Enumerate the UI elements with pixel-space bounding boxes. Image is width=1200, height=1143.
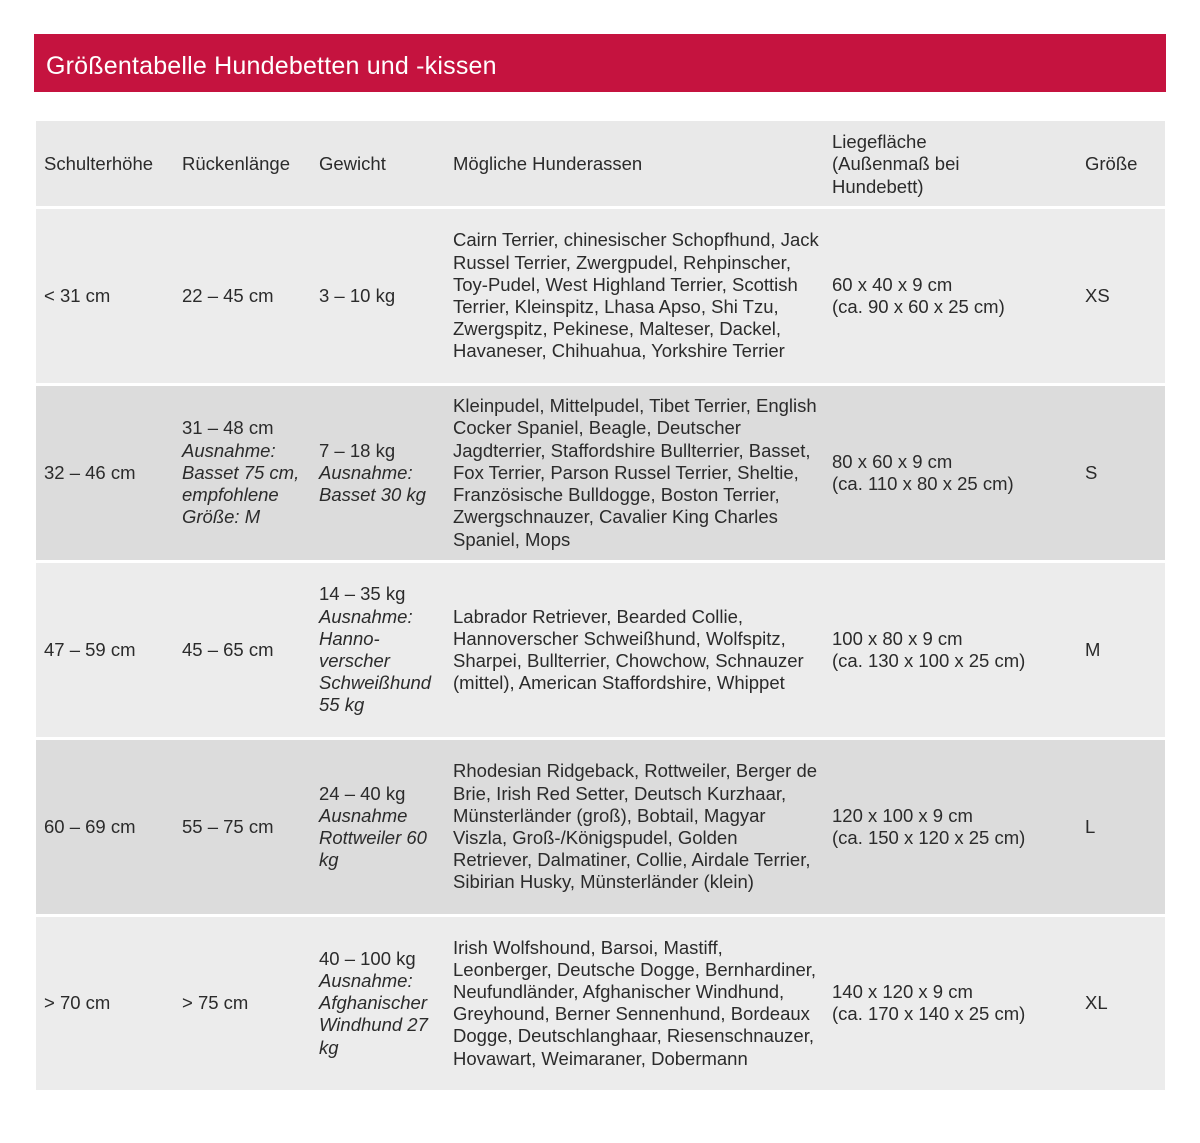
- surface-outer: (ca. 130 x 100 x 25 cm): [832, 650, 1026, 671]
- header-weight: Gewicht: [311, 121, 445, 208]
- header-breeds: Mögliche Hunderassen: [445, 121, 824, 208]
- weight-value: 40 – 100 kg: [319, 947, 416, 969]
- cell-lying-surface: [824, 739, 1077, 916]
- weight-exception: Ausnahme: Basset 30 kg: [319, 461, 426, 506]
- cell-weight: [311, 385, 445, 562]
- cell-size: M: [1077, 562, 1165, 739]
- header-lying-surface: [824, 121, 1077, 208]
- surface-inner: 80 x 60 x 9 cm: [832, 450, 953, 472]
- header-lying-surface-line1: Liegefläche: [832, 131, 927, 153]
- header-shoulder-height: Schulterhöhe: [36, 121, 174, 208]
- cell-back-length: > 75 cm: [174, 916, 311, 1090]
- weight-value: 14 – 35 kg: [319, 583, 406, 605]
- cell-shoulder-height: > 70 cm: [36, 916, 174, 1090]
- cell-back-length: 55 – 75 cm: [174, 739, 311, 916]
- table-row-xs: [36, 208, 1165, 385]
- header-size: Größe: [1077, 121, 1165, 208]
- cell-size: XL: [1077, 916, 1165, 1090]
- cell-back-length: 22 – 45 cm: [174, 208, 311, 385]
- cell-weight: [311, 739, 445, 916]
- table-row-m: [36, 562, 1165, 739]
- cell-breeds: Labrador Retriever, Bearded Collie, Hannoverscher Schweißhund, Wolfspitz, Sharpei, Bullterrier, Chowchow, Schnauzer (mittel), American Staffordshire, Whippet: [445, 562, 824, 739]
- header-lying-surface-line3: Hundebett): [832, 175, 924, 197]
- cell-weight: [311, 916, 445, 1090]
- cell-size: XS: [1077, 208, 1165, 385]
- table-row-xl: [36, 916, 1165, 1090]
- table-header-row: [36, 121, 1165, 208]
- page-title: Größentabelle Hundebetten und -kissen: [46, 51, 497, 80]
- surface-inner: 100 x 80 x 9 cm: [832, 627, 963, 649]
- surface-outer: (ca. 90 x 60 x 25 cm): [832, 296, 1005, 317]
- cell-shoulder-height: 47 – 59 cm: [36, 562, 174, 739]
- back-length-value: 31 – 48 cm: [182, 417, 274, 439]
- table-row-s: [36, 385, 1165, 562]
- surface-outer: (ca. 150 x 120 x 25 cm): [832, 827, 1026, 848]
- weight-value: 24 – 40 kg: [319, 782, 406, 804]
- cell-shoulder-height: < 31 cm: [36, 208, 174, 385]
- cell-breeds: Cairn Terrier, chinesischer Schopfhund, Jack Russel Terrier, Zwergpudel, Rehpinscher, Toy-Pudel, West Highland Terrier, Scottish Terrier, Kleinspitz, Lhasa Apso, Shi Tzu, Zwergspitz, Pekinese, Malteser, Dackel, Havaneser, Chihuahua, Yorkshire Terrier: [445, 208, 824, 385]
- weight-exception: Ausnahme: Hanno- verscher Schweißhund 55 kg: [319, 605, 432, 716]
- cell-back-length: [174, 385, 311, 562]
- cell-lying-surface: [824, 385, 1077, 562]
- cell-weight: 3 – 10 kg: [311, 208, 445, 385]
- cell-weight: [311, 562, 445, 739]
- weight-exception: Ausnahme Rottweiler 60 kg: [319, 804, 427, 871]
- cell-lying-surface: [824, 208, 1077, 385]
- cell-breeds: Irish Wolfshound, Barsoi, Mastiff, Leonberger, Deutsche Dogge, Bernhardiner, Neufundländer, Afghanischer Windhund, Greyhound, Berner Sennenhund, Bordeaux Dogge, Deutschlanghaar, Riesenschnauzer, Hovawart, Weimaraner, Dobermann: [445, 916, 824, 1090]
- weight-exception: Ausnahme: Afghanischer Windhund 27 kg: [319, 969, 428, 1058]
- table-row-l: [36, 739, 1165, 916]
- cell-shoulder-height: 60 – 69 cm: [36, 739, 174, 916]
- back-length-exception: Ausnahme: Basset 75 cm, empfohlene Größe: M: [182, 439, 300, 528]
- cell-size: L: [1077, 739, 1165, 916]
- surface-inner: 140 x 120 x 9 cm: [832, 981, 973, 1003]
- cell-shoulder-height: 32 – 46 cm: [36, 385, 174, 562]
- cell-breeds: Rhodesian Ridgeback, Rottweiler, Berger de Brie, Irish Red Setter, Deutsch Kurzhaar, Münsterländer (groß), Bobtail, Magyar Viszla, Groß-/Königspudel, Golden Retriever, Dalmatiner, Collie, Airdale Terrier, Sibirian Husky, Münsterländer (klein): [445, 739, 824, 916]
- header-lying-surface-line2: (Außenmaß bei: [832, 153, 960, 175]
- cell-size: S: [1077, 385, 1165, 562]
- title-banner: [34, 34, 1166, 92]
- cell-lying-surface: [824, 562, 1077, 739]
- cell-back-length: 45 – 65 cm: [174, 562, 311, 739]
- surface-inner: 120 x 100 x 9 cm: [832, 804, 973, 826]
- surface-outer: (ca. 170 x 140 x 25 cm): [832, 1003, 1026, 1025]
- surface-outer: (ca. 110 x 80 x 25 cm): [832, 473, 1014, 494]
- cell-breeds: Kleinpudel, Mittelpudel, Tibet Terrier, English Cocker Spaniel, Beagle, Deutscher Jagdterrier, Staffordshire Bullterrier, Basset, Fox Terrier, Parson Russel Terrier, Sheltie, Französische Bulldogge, Boston Terrier, Zwergschnauzer, Cavalier King Charles Spaniel, Mops: [445, 385, 824, 562]
- cell-lying-surface: [824, 916, 1077, 1090]
- size-chart-table: [36, 121, 1165, 1090]
- surface-inner: 60 x 40 x 9 cm: [832, 273, 953, 295]
- weight-value: 7 – 18 kg: [319, 439, 396, 461]
- header-back-length: Rückenlänge: [174, 121, 311, 208]
